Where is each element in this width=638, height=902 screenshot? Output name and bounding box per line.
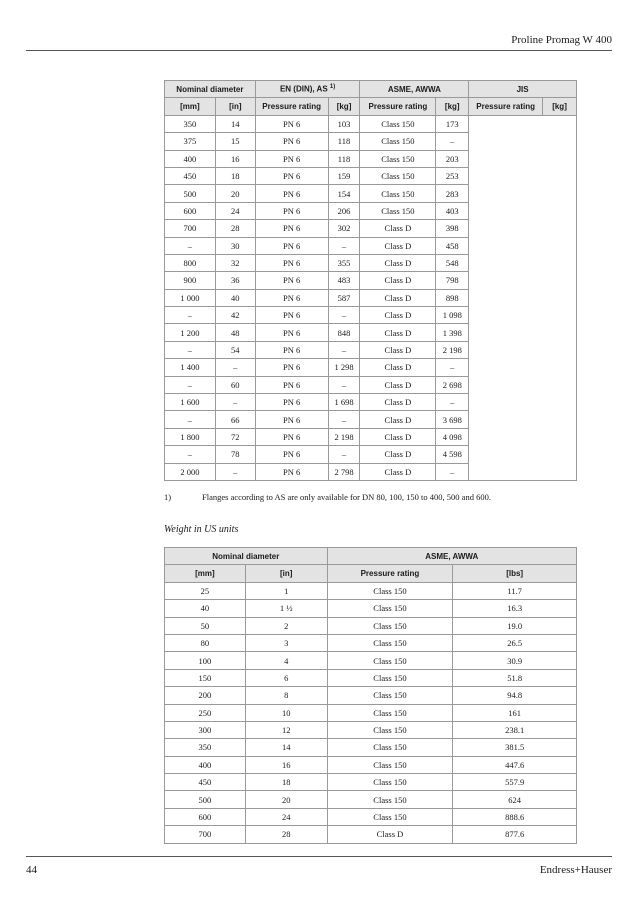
table-cell: Class 150: [360, 133, 436, 150]
table-cell: 28: [215, 220, 255, 237]
table-cell: –: [165, 307, 216, 324]
table-cell: 6: [245, 669, 327, 686]
table-cell: 798: [436, 272, 469, 289]
table-cell: 447.6: [453, 756, 577, 773]
table-row: [165, 774, 577, 791]
col-en-din-as: EN (DIN), AS $^{1)}$: [255, 81, 360, 98]
table-cell: 103: [328, 115, 360, 132]
table-cell: Class 150: [327, 617, 453, 634]
table-row: [165, 721, 577, 738]
table-cell: 16.3: [453, 600, 577, 617]
table-cell: 483: [328, 272, 360, 289]
table-cell: 78: [215, 446, 255, 463]
table-cell: Class 150: [360, 150, 436, 167]
table-row: [165, 756, 577, 773]
table-cell: 50: [165, 617, 246, 634]
table-cell: 381.5: [453, 739, 577, 756]
col-nominal-diameter: Nominal diameter: [165, 548, 328, 565]
col-pressure-rating: Pressure rating: [469, 98, 543, 115]
table-cell: –: [165, 237, 216, 254]
table-cell: –: [328, 446, 360, 463]
table-cell: 877.6: [453, 826, 577, 843]
table-cell: Class 150: [327, 808, 453, 825]
table-cell: 4 598: [436, 446, 469, 463]
table-cell: Class D: [360, 463, 436, 480]
col-kg: [kg]: [436, 98, 469, 115]
table-cell: 600: [165, 808, 246, 825]
table-cell: 206: [328, 202, 360, 219]
table-cell: 1: [245, 582, 327, 599]
header-title: Proline Promag W 400: [511, 34, 612, 46]
table-cell: –: [328, 237, 360, 254]
table-cell: 19.0: [453, 617, 577, 634]
table-cell: –: [215, 463, 255, 480]
table-cell: 161: [453, 704, 577, 721]
table-row: [165, 652, 577, 669]
table-cell: 458: [436, 237, 469, 254]
table-cell: PN 6: [255, 324, 328, 341]
table-cell: Class 150: [360, 185, 436, 202]
table-cell: PN 6: [255, 202, 328, 219]
table-cell: Class D: [360, 272, 436, 289]
table-cell: PN 6: [255, 428, 328, 445]
table-cell: 20: [215, 185, 255, 202]
table-cell: 24: [215, 202, 255, 219]
table-cell: 3 698: [436, 411, 469, 428]
table-cell: PN 6: [255, 359, 328, 376]
col-pressure-rating: Pressure rating: [327, 565, 453, 582]
table-cell: Class 150: [327, 791, 453, 808]
table-cell: 500: [165, 185, 216, 202]
footnote-ref: 1): [329, 84, 336, 91]
col-asme-awwa: ASME, AWWA: [327, 548, 576, 565]
table-cell: 1 ½: [245, 600, 327, 617]
table-cell: –: [436, 359, 469, 376]
table-cell: 42: [215, 307, 255, 324]
table-row: [165, 634, 577, 651]
table-cell: 2 798: [328, 463, 360, 480]
table-cell: Class D: [360, 254, 436, 271]
table-cell: –: [328, 376, 360, 393]
col-jis: JIS: [469, 81, 577, 98]
table-cell: 14: [245, 739, 327, 756]
table-cell: 350: [165, 115, 216, 132]
table-cell: PN 6: [255, 307, 328, 324]
table-cell: 14: [215, 115, 255, 132]
weight-table-us: [164, 547, 577, 844]
table-row: [165, 826, 577, 843]
table-row: [165, 582, 577, 599]
table-cell: 1 398: [436, 324, 469, 341]
table-cell: PN 6: [255, 341, 328, 358]
table-row: [165, 687, 577, 704]
table-cell: PN 6: [255, 376, 328, 393]
table-cell: PN 6: [255, 289, 328, 306]
table-cell: 10: [245, 704, 327, 721]
table-cell: Class 150: [327, 634, 453, 651]
table-cell: 200: [165, 687, 246, 704]
table-cell: 36: [215, 272, 255, 289]
table-row: [165, 617, 577, 634]
table-cell: 253: [436, 167, 469, 184]
table-cell: 898: [436, 289, 469, 306]
table-row: [165, 739, 577, 756]
table-cell: 2 198: [436, 341, 469, 358]
table-cell: 2 198: [328, 428, 360, 445]
table-cell: PN 6: [255, 220, 328, 237]
table-cell: PN 6: [255, 237, 328, 254]
table-cell: 154: [328, 185, 360, 202]
table-cell: Class D: [360, 341, 436, 358]
jis-empty-cell: [469, 115, 577, 480]
section-title: Weight in US units: [164, 524, 239, 535]
table-cell: Class 150: [360, 167, 436, 184]
table-cell: PN 6: [255, 185, 328, 202]
table-cell: Class 150: [327, 704, 453, 721]
table-cell: 159: [328, 167, 360, 184]
table-cell: –: [165, 446, 216, 463]
table-cell: Class 150: [327, 652, 453, 669]
table-cell: 54: [215, 341, 255, 358]
table-cell: 94.8: [453, 687, 577, 704]
table-cell: Class 150: [327, 687, 453, 704]
table-cell: PN 6: [255, 394, 328, 411]
table-cell: 375: [165, 133, 216, 150]
table-cell: 173: [436, 115, 469, 132]
table-cell: Class D: [360, 359, 436, 376]
table-cell: 283: [436, 185, 469, 202]
table-cell: 203: [436, 150, 469, 167]
table-cell: 28: [245, 826, 327, 843]
table-cell: 250: [165, 704, 246, 721]
table-cell: 11.7: [453, 582, 577, 599]
col-kg: [kg]: [328, 98, 360, 115]
table-cell: 238.1: [453, 721, 577, 738]
footnote-number: 1): [164, 492, 172, 502]
col-lbs: [lbs]: [453, 565, 577, 582]
table-cell: Class 150: [327, 600, 453, 617]
table-cell: 26.5: [453, 634, 577, 651]
table-cell: 48: [215, 324, 255, 341]
table-cell: 12: [245, 721, 327, 738]
table-cell: 150: [165, 669, 246, 686]
table-row: [165, 791, 577, 808]
table-cell: 398: [436, 220, 469, 237]
table-cell: 1 098: [436, 307, 469, 324]
table-cell: –: [436, 133, 469, 150]
table-cell: PN 6: [255, 463, 328, 480]
footnote: [164, 492, 491, 502]
col-asme-awwa: ASME, AWWA: [360, 81, 469, 98]
table-cell: 548: [436, 254, 469, 271]
footnote-text: Flanges according to AS are only available for DN 80, 100, 150 to 400, 500 and 600.: [202, 492, 491, 502]
table-cell: Class D: [360, 411, 436, 428]
weight-table-si: [164, 80, 577, 481]
table-cell: 24: [245, 808, 327, 825]
table-cell: –: [165, 341, 216, 358]
table-cell: 51.8: [453, 669, 577, 686]
table-cell: PN 6: [255, 411, 328, 428]
table-cell: 32: [215, 254, 255, 271]
table-row: [165, 808, 577, 825]
table-cell: Class 150: [327, 582, 453, 599]
table-row: [165, 600, 577, 617]
table-row: [165, 669, 577, 686]
table-cell: –: [328, 411, 360, 428]
table-cell: 700: [165, 220, 216, 237]
table-cell: 40: [215, 289, 255, 306]
table-cell: –: [165, 411, 216, 428]
table-cell: 118: [328, 150, 360, 167]
table-cell: Class D: [360, 220, 436, 237]
table-cell: 400: [165, 756, 246, 773]
table-cell: 600: [165, 202, 216, 219]
table-cell: PN 6: [255, 133, 328, 150]
table-cell: Class D: [360, 307, 436, 324]
table-cell: 1 200: [165, 324, 216, 341]
table-cell: 1 000: [165, 289, 216, 306]
table-cell: 900: [165, 272, 216, 289]
table-cell: 302: [328, 220, 360, 237]
col-pressure-rating: Pressure rating: [360, 98, 436, 115]
table-cell: Class D: [327, 826, 453, 843]
table-cell: 300: [165, 721, 246, 738]
table-cell: Class D: [360, 237, 436, 254]
table-cell: Class 150: [360, 202, 436, 219]
footer-brand: Endress+Hauser: [539, 864, 612, 876]
table-cell: 8: [245, 687, 327, 704]
col-in: [in]: [215, 98, 255, 115]
table-cell: 2 698: [436, 376, 469, 393]
table-cell: 2: [245, 617, 327, 634]
table-cell: PN 6: [255, 446, 328, 463]
table-cell: PN 6: [255, 150, 328, 167]
col-nominal-diameter: Nominal diameter: [165, 81, 256, 98]
table-cell: 403: [436, 202, 469, 219]
table-cell: PN 6: [255, 115, 328, 132]
table-cell: Class D: [360, 394, 436, 411]
table-cell: PN 6: [255, 167, 328, 184]
table-cell: Class D: [360, 428, 436, 445]
table-cell: 624: [453, 791, 577, 808]
table-cell: 400: [165, 150, 216, 167]
table-cell: 30: [215, 237, 255, 254]
table-cell: –: [328, 341, 360, 358]
table-cell: Class 150: [360, 115, 436, 132]
table-cell: Class 150: [327, 739, 453, 756]
table-cell: 1 298: [328, 359, 360, 376]
table-cell: –: [215, 394, 255, 411]
table-cell: 557.9: [453, 774, 577, 791]
table-cell: 1 698: [328, 394, 360, 411]
table-cell: 100: [165, 652, 246, 669]
table-cell: PN 6: [255, 272, 328, 289]
table-cell: 60: [215, 376, 255, 393]
table-cell: 4: [245, 652, 327, 669]
table-cell: –: [328, 307, 360, 324]
table-cell: 500: [165, 791, 246, 808]
table-cell: 4 098: [436, 428, 469, 445]
table-cell: 80: [165, 634, 246, 651]
table-cell: 15: [215, 133, 255, 150]
table-cell: 1 600: [165, 394, 216, 411]
table-cell: –: [215, 359, 255, 376]
table-cell: Class D: [360, 324, 436, 341]
table-cell: Class D: [360, 376, 436, 393]
table-cell: 888.6: [453, 808, 577, 825]
table-cell: –: [165, 376, 216, 393]
table-cell: 18: [245, 774, 327, 791]
table-cell: 848: [328, 324, 360, 341]
table-cell: Class 150: [327, 669, 453, 686]
table-cell: 16: [215, 150, 255, 167]
table-cell: 20: [245, 791, 327, 808]
table-cell: 1 400: [165, 359, 216, 376]
col-mm: [mm]: [165, 565, 246, 582]
table-cell: 450: [165, 774, 246, 791]
table-cell: PN 6: [255, 254, 328, 271]
page-number: 44: [26, 864, 37, 876]
table-cell: Class D: [360, 446, 436, 463]
footer-rule: [26, 856, 612, 857]
table-cell: 40: [165, 600, 246, 617]
table-cell: –: [436, 394, 469, 411]
table-cell: Class 150: [327, 721, 453, 738]
table-cell: 2 000: [165, 463, 216, 480]
table-cell: 18: [215, 167, 255, 184]
col-mm: [mm]: [165, 98, 216, 115]
table-row: [165, 704, 577, 721]
table-cell: Class D: [360, 289, 436, 306]
table-cell: 450: [165, 167, 216, 184]
table-cell: Class 150: [327, 756, 453, 773]
table-cell: 16: [245, 756, 327, 773]
table-cell: 700: [165, 826, 246, 843]
table-cell: 66: [215, 411, 255, 428]
col-in: [in]: [245, 565, 327, 582]
col-pressure-rating: Pressure rating: [255, 98, 328, 115]
table-cell: 587: [328, 289, 360, 306]
table-cell: 72: [215, 428, 255, 445]
table-row: [165, 115, 577, 132]
table-cell: 355: [328, 254, 360, 271]
table-cell: 1 800: [165, 428, 216, 445]
table-cell: 800: [165, 254, 216, 271]
table-cell: 3: [245, 634, 327, 651]
table-cell: 25: [165, 582, 246, 599]
table-cell: 118: [328, 133, 360, 150]
table-cell: 30.9: [453, 652, 577, 669]
col-kg: [kg]: [543, 98, 577, 115]
table-cell: Class 150: [327, 774, 453, 791]
table-cell: 350: [165, 739, 246, 756]
header-rule: [26, 50, 612, 51]
table-cell: –: [436, 463, 469, 480]
